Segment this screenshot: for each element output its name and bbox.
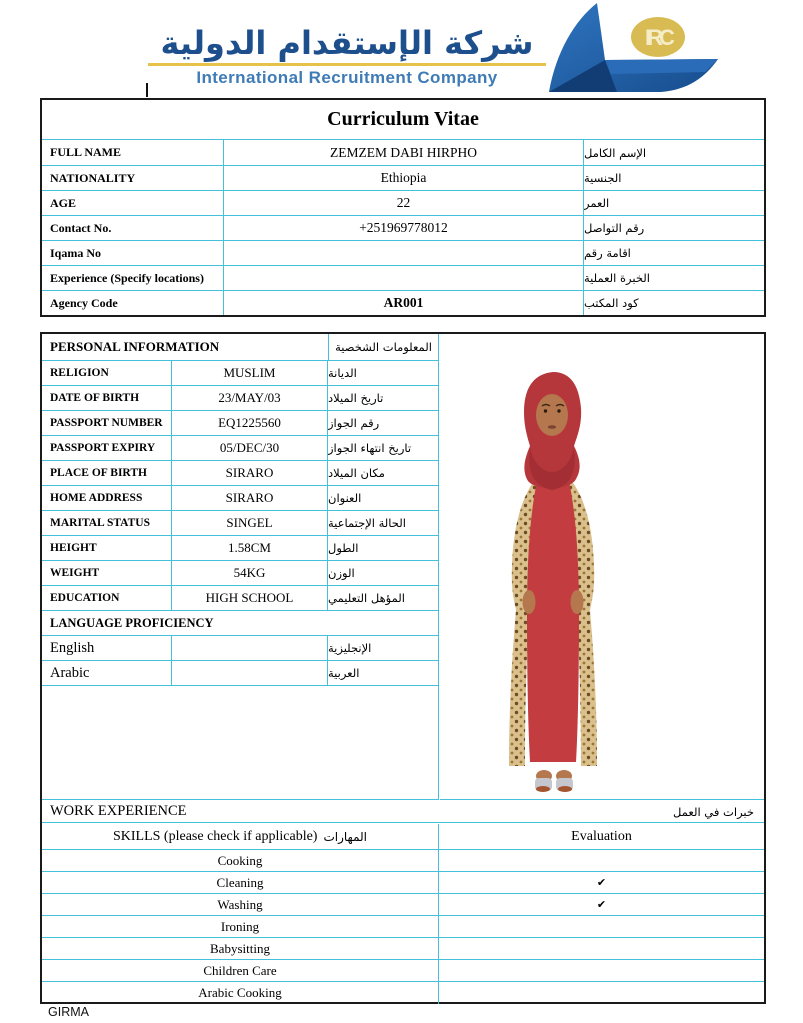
skills-table-body	[42, 850, 764, 1004]
field-label-arabic: كود المكتب	[584, 296, 639, 310]
work-experience-header	[42, 801, 764, 823]
skills-header-arabic: المهارات	[323, 829, 368, 844]
field-value: MUSLIM	[171, 361, 328, 385]
field-label-arabic: رقم الجواز	[328, 416, 380, 430]
field-value: 05/DEC/30	[171, 436, 328, 460]
table-row	[42, 436, 438, 461]
brand-underline	[148, 63, 546, 66]
table-row	[42, 661, 438, 686]
field-value: SINGEL	[171, 511, 328, 535]
field-label-arabic: الوزن	[328, 566, 355, 580]
cv-summary-table	[40, 98, 766, 317]
field-label-arabic: الإسم الكامل	[584, 145, 647, 160]
logo-text: IRC	[645, 25, 671, 50]
work-experience-title-arabic: خبرات في العمل	[673, 804, 754, 819]
table-row	[42, 536, 438, 561]
field-label: AGE	[50, 195, 77, 210]
table-row	[42, 872, 764, 894]
field-label-arabic: تاريخ الميلاد	[328, 391, 384, 405]
skills-table-header	[42, 824, 764, 850]
field-value: 1.58CM	[171, 536, 328, 560]
field-value: Ethiopia	[223, 166, 584, 190]
skill-evaluation-checkmark: ✔	[596, 877, 607, 889]
table-row	[42, 938, 764, 960]
table-row	[42, 386, 438, 411]
field-label-arabic: الحالة الإجتماعية	[328, 516, 406, 530]
table-row	[42, 561, 438, 586]
company-logo-icon	[545, 2, 720, 95]
language-label-arabic: الإنجليزية	[328, 641, 372, 655]
field-label-arabic: الخبرة العملية	[584, 271, 650, 285]
field-label: HOME ADDRESS	[50, 492, 143, 504]
table-row	[42, 361, 438, 386]
field-label: FULL NAME	[50, 145, 122, 159]
skill-name: Cooking	[42, 850, 439, 871]
skill-name: Children Care	[42, 960, 439, 981]
field-value: AR001	[223, 291, 584, 315]
field-label: PASSPORT EXPIRY	[50, 442, 156, 454]
field-label-arabic: مكان الميلاد	[328, 466, 385, 480]
field-value: 54KG	[171, 561, 328, 585]
table-row	[42, 894, 764, 916]
field-value: HIGH SCHOOL	[171, 586, 328, 610]
skill-name: Ironing	[42, 916, 439, 937]
company-brand	[148, 24, 546, 88]
table-row	[42, 636, 438, 661]
applicant-photo	[440, 334, 764, 800]
field-label: PLACE OF BIRTH	[50, 467, 147, 479]
skill-name: Washing	[42, 894, 439, 915]
skill-name: Babysitting	[42, 938, 439, 959]
table-row	[42, 511, 438, 536]
table-row	[42, 461, 438, 486]
cursor-mark	[146, 83, 148, 97]
language-proficiency-title: LANGUAGE PROFICIENCY	[42, 611, 438, 636]
table-row	[42, 411, 438, 436]
section-title: PERSONAL INFORMATION	[50, 339, 220, 354]
language-label: Arabic	[50, 664, 90, 681]
field-label: Iqama No	[50, 245, 102, 260]
field-value: 23/MAY/03	[171, 386, 328, 410]
field-value: +251969778012	[223, 216, 584, 240]
field-label-arabic: رقم التواصل	[584, 221, 645, 235]
field-label: RELIGION	[50, 367, 109, 379]
field-label-arabic: اقامة رقم	[584, 246, 631, 260]
company-name-arabic: شركة الإستقدام الدولية	[160, 24, 534, 62]
table-row	[42, 586, 438, 611]
field-label-arabic: العنوان	[328, 491, 362, 505]
field-value: EQ1225560	[171, 411, 328, 435]
field-label-arabic: المؤهل التعليمي	[328, 591, 405, 605]
work-experience-title: WORK EXPERIENCE	[50, 803, 187, 819]
table-row	[42, 265, 764, 290]
table-row	[42, 290, 764, 315]
evaluation-column-header: Evaluation	[571, 828, 632, 844]
field-label: HEIGHT	[50, 542, 97, 554]
table-row	[42, 982, 764, 1004]
language-label-arabic: العربية	[328, 666, 360, 680]
field-label-arabic: العمر	[584, 196, 610, 210]
field-label: DATE OF BIRTH	[50, 392, 140, 404]
field-label: NATIONALITY	[50, 170, 136, 185]
field-label: Experience (Specify locations)	[50, 270, 204, 285]
skill-evaluation	[439, 960, 764, 981]
field-label: EDUCATION	[50, 592, 120, 604]
table-row	[42, 140, 764, 165]
skill-evaluation	[439, 916, 764, 937]
table-row	[42, 916, 764, 938]
language-value	[171, 661, 328, 685]
skill-evaluation	[439, 982, 764, 1004]
table-row	[42, 960, 764, 982]
skill-name: Cleaning	[42, 872, 439, 893]
table-row	[42, 850, 764, 872]
table-row	[42, 240, 764, 265]
field-label-arabic: الديانة	[328, 366, 357, 380]
table-row	[42, 486, 438, 511]
footer-signature: GIRMA	[48, 1005, 89, 1019]
language-label: English	[50, 639, 95, 656]
skill-evaluation	[439, 938, 764, 959]
personal-information-section	[42, 334, 439, 800]
field-label: PASSPORT NUMBER	[50, 417, 163, 429]
field-label: MARITAL STATUS	[50, 517, 151, 529]
table-row	[42, 215, 764, 240]
field-value	[223, 266, 584, 290]
skill-name: Arabic Cooking	[42, 982, 439, 1004]
field-label: Contact No.	[50, 220, 112, 235]
field-label-arabic: الطول	[328, 541, 359, 555]
section-title-arabic: المعلومات الشخصية	[328, 334, 438, 360]
field-label-arabic: الجنسية	[584, 171, 622, 185]
skill-evaluation-checkmark: ✔	[596, 899, 607, 911]
table-row	[42, 190, 764, 215]
field-label: Agency Code	[50, 295, 118, 310]
skills-column-header	[42, 824, 439, 849]
language-value	[171, 636, 328, 660]
section-header	[42, 334, 438, 361]
company-name-english: International Recruitment Company	[196, 68, 498, 88]
skill-evaluation	[439, 850, 764, 871]
field-value: SIRARO	[171, 461, 328, 485]
field-label: WEIGHT	[50, 567, 100, 579]
page-title: Curriculum Vitae	[42, 100, 764, 140]
skills-header-text: SKILLS (please check if applicable)	[112, 828, 318, 844]
field-value: 22	[223, 191, 584, 215]
field-value	[223, 241, 584, 265]
field-value: ZEMZEM DABI HIRPHO	[223, 140, 584, 165]
details-table	[40, 332, 766, 1004]
field-value: SIRARO	[171, 486, 328, 510]
table-row	[42, 165, 764, 190]
field-label-arabic: تاريخ انتهاء الجواز	[328, 441, 412, 455]
